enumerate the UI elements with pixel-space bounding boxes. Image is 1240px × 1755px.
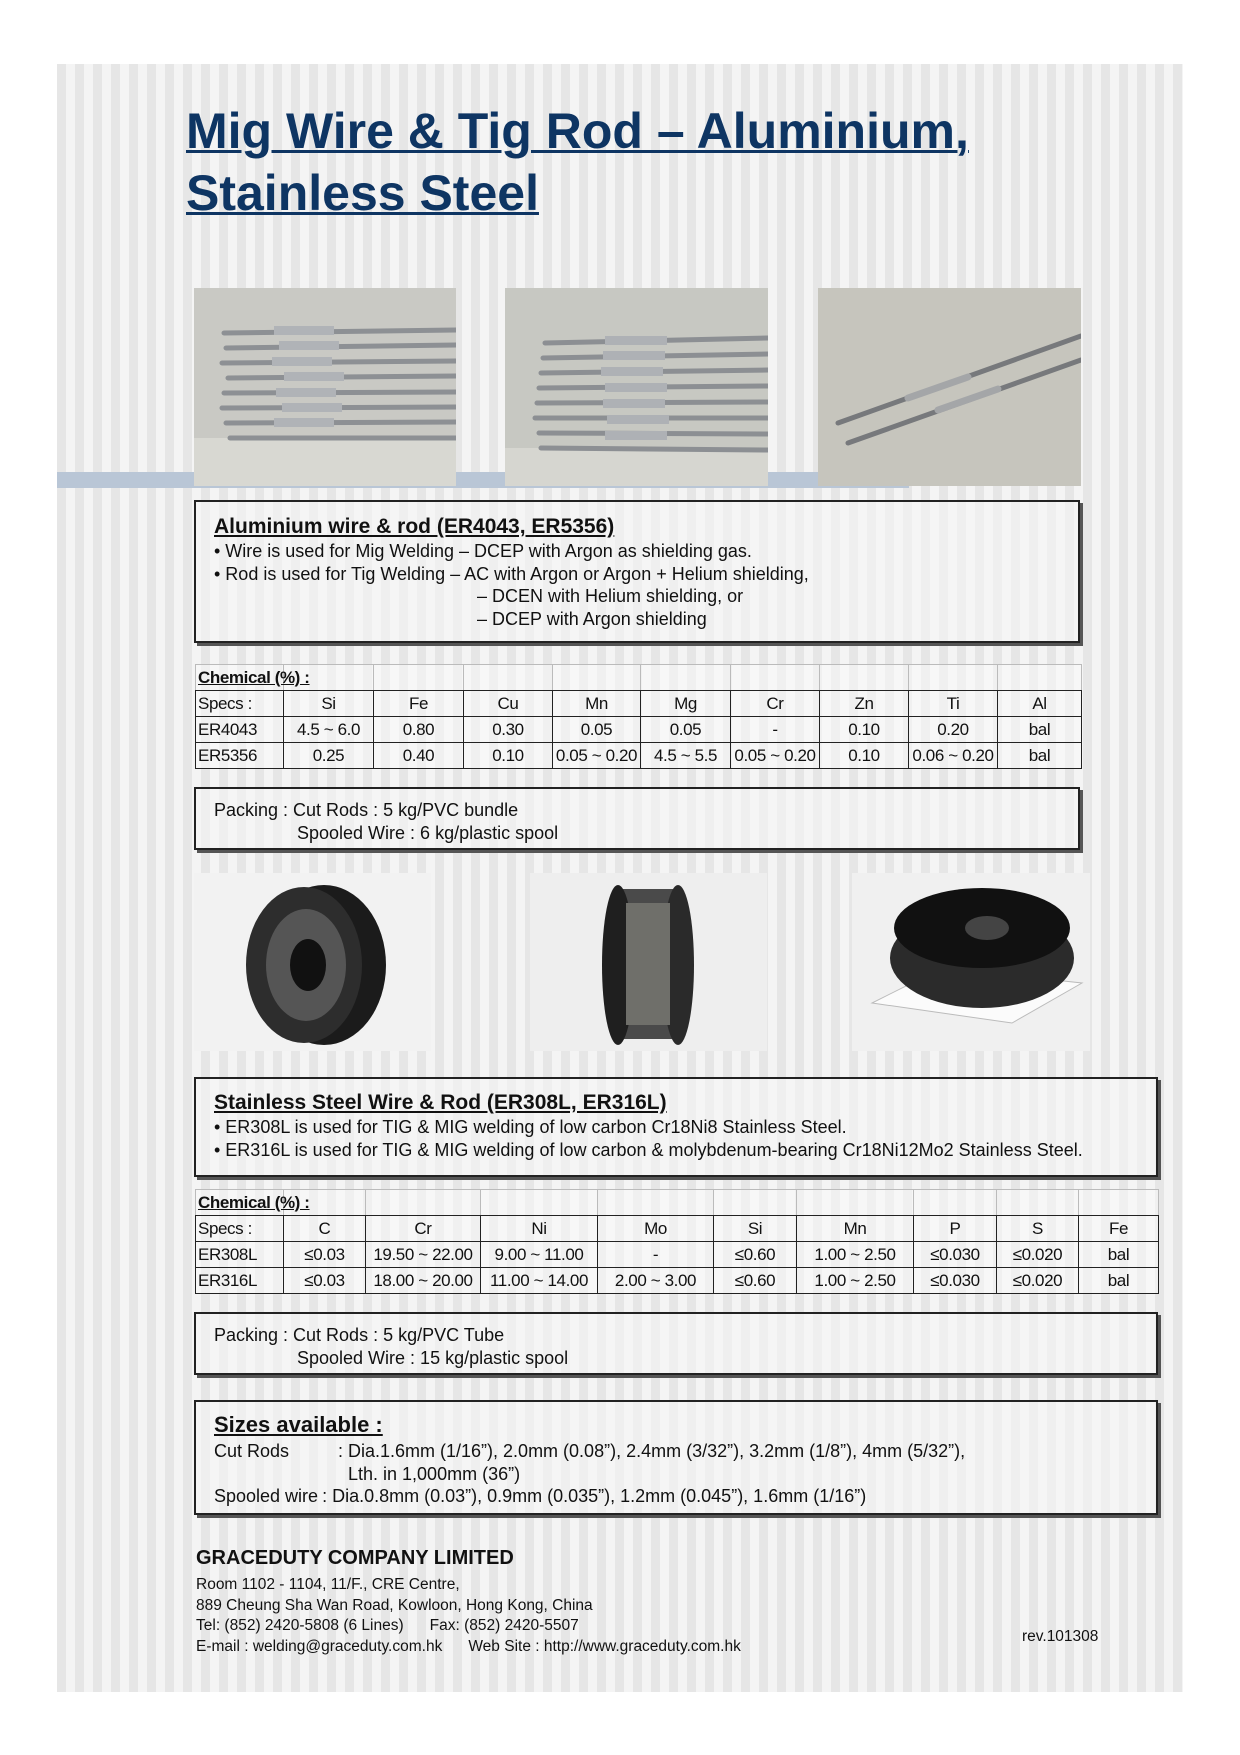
table-header-cell: Al <box>998 691 1082 717</box>
cut-rods-row <box>214 1440 1156 1463</box>
table-header-row <box>196 691 1082 717</box>
table-caption-row <box>196 665 1082 691</box>
table-row <box>196 717 1082 743</box>
table-cell: 2.00 ~ 3.00 <box>598 1268 714 1294</box>
table-cell: 4.5 ~ 6.0 <box>284 717 374 743</box>
spooled-wire-label: Spooled wire <box>214 1486 319 1506</box>
wire-spool-photo <box>530 873 767 1051</box>
table-cell: 0.05 <box>553 717 641 743</box>
table-cell: ≤0.03 <box>284 1268 366 1294</box>
aluminium-packing-box <box>194 787 1080 850</box>
table-row <box>196 1268 1159 1294</box>
table-cell: ≤0.020 <box>997 1268 1079 1294</box>
table-header-cell: Mg <box>641 691 731 717</box>
page-title: Mig Wire & Tig Rod – Aluminium, Stainless Steel <box>186 103 969 221</box>
table-cell: ≤0.60 <box>714 1242 797 1268</box>
table-cell: 0.10 <box>820 743 909 769</box>
company-fax: Fax: (852) 2420-5507 <box>429 1617 579 1634</box>
table-cell: ≤0.60 <box>714 1268 797 1294</box>
table-cell: bal <box>998 743 1082 769</box>
table-cell: ≤0.030 <box>914 1242 997 1268</box>
table-cell: 1.00 ~ 2.50 <box>797 1268 914 1294</box>
table-header-cell: Ni <box>481 1216 598 1242</box>
aluminium-line: – DCEN with Helium shielding, or <box>477 586 744 606</box>
table-header-cell: C <box>284 1216 366 1242</box>
packing-line: Spooled Wire : 6 kg/plastic spool <box>297 822 559 843</box>
table-cell: ER316L <box>196 1268 284 1294</box>
table-header-cell: Cu <box>464 691 553 717</box>
company-tel: Tel: (852) 2420-5808 (6 Lines) <box>196 1617 404 1634</box>
table-header-cell: Specs : <box>196 1216 284 1242</box>
table-cell: 0.10 <box>464 743 553 769</box>
company-email[interactable]: E-mail : welding@graceduty.com.hk <box>196 1637 443 1655</box>
packing-line: Packing : Cut Rods : 5 kg/PVC Tube <box>214 1325 505 1345</box>
stainless-rods-photo <box>818 288 1081 486</box>
table-cell: 0.05 <box>641 717 731 743</box>
table-row <box>196 743 1082 769</box>
table-header-cell: Fe <box>374 691 464 717</box>
table-header-cell: Mo <box>598 1216 714 1242</box>
table-cell: 0.40 <box>374 743 464 769</box>
table-header-cell: Fe <box>1079 1216 1159 1242</box>
table-header-cell: Mn <box>553 691 641 717</box>
stainless-heading: Stainless Steel Wire & Rod (ER308L, ER316L) <box>214 1091 667 1114</box>
table-cell: 0.06 ~ 0.20 <box>909 743 998 769</box>
table-cell: 0.05 ~ 0.20 <box>553 743 641 769</box>
aluminium-line: • Wire is used for Mig Welding – DCEP with Argon as shielding gas. <box>214 541 752 561</box>
table-cell: ≤0.020 <box>997 1242 1079 1268</box>
table-header-cell: Ti <box>909 691 998 717</box>
table-cell: 4.5 ~ 5.5 <box>641 743 731 769</box>
sizes-heading: Sizes available : <box>214 1412 383 1437</box>
cut-rods-value: : Dia.1.6mm (1/16”), 2.0mm (0.08”), 2.4mm (3/32”), 3.2mm (1/8”), 4mm (5/32”), <box>338 1441 966 1461</box>
table-cell: ER5356 <box>196 743 284 769</box>
table-cell: 19.50 ~ 22.00 <box>366 1242 481 1268</box>
table-caption: Chemical (%) : <box>196 665 284 691</box>
table-cell: 0.80 <box>374 717 464 743</box>
table-cell: - <box>731 717 820 743</box>
table-cell: 0.05 ~ 0.20 <box>731 743 820 769</box>
aluminium-description-box <box>194 500 1080 643</box>
spooled-wire-row <box>214 1485 1156 1508</box>
aluminium-line: • Rod is used for Tig Welding – AC with Argon or Argon + Helium shielding, <box>214 563 809 584</box>
table-header-cell: P <box>914 1216 997 1242</box>
table-caption: Chemical (%) : <box>196 1190 284 1216</box>
table-cell: ER4043 <box>196 717 284 743</box>
table-header-cell: Cr <box>731 691 820 717</box>
cut-rods-length-row <box>214 1463 1156 1486</box>
table-cell: 9.00 ~ 11.00 <box>481 1242 598 1268</box>
stainless-packing-box <box>194 1312 1158 1375</box>
aluminium-line: – DCEP with Argon shielding <box>477 608 707 629</box>
table-cell: 0.30 <box>464 717 553 743</box>
table-cell: ≤0.03 <box>284 1242 366 1268</box>
table-cell: bal <box>998 717 1082 743</box>
company-address: 889 Cheung Sha Wan Road, Kowloon, Hong Kong, China <box>196 1596 593 1614</box>
table-cell: 1.00 ~ 2.50 <box>797 1242 914 1268</box>
revision-label: rev.101308 <box>1022 1628 1099 1645</box>
table-header-row <box>196 1216 1159 1242</box>
company-address: Room 1102 - 1104, 11/F., CRE Centre, <box>196 1576 460 1593</box>
wire-spool-photo <box>194 873 431 1051</box>
table-cell: 11.00 ~ 14.00 <box>481 1268 598 1294</box>
table-header-cell: Si <box>714 1216 797 1242</box>
table-cell: bal <box>1079 1268 1159 1294</box>
stainless-chemical-table <box>195 1189 1159 1294</box>
sizes-box <box>194 1400 1158 1515</box>
boxed-spool-photo <box>852 873 1090 1051</box>
packing-line: Packing : Cut Rods : 5 kg/PVC bundle <box>214 800 519 820</box>
decorative-band <box>57 472 909 488</box>
cut-rods-label: Cut Rods <box>214 1441 290 1461</box>
stainless-description-box <box>194 1077 1158 1177</box>
company-name: GRACEDUTY COMPANY LIMITED <box>196 1547 514 1569</box>
table-cell: ER308L <box>196 1242 284 1268</box>
table-header-cell: Zn <box>820 691 909 717</box>
table-header-cell: Cr <box>366 1216 481 1242</box>
table-header-cell: Si <box>284 691 374 717</box>
table-row <box>196 1242 1159 1268</box>
company-footer <box>196 1545 996 1657</box>
table-header-cell: Specs : <box>196 691 284 717</box>
contact-phone-row <box>196 1616 996 1637</box>
stainless-line: • ER316L is used for TIG & MIG welding of low carbon & molybdenum-bearing Cr18Ni12Mo2 Stainless Steel. <box>214 1139 1083 1160</box>
table-cell: 0.25 <box>284 743 374 769</box>
cut-rods-length: Lth. in 1,000mm (36”) <box>348 1463 521 1484</box>
table-header-cell: S <box>997 1216 1079 1242</box>
aluminium-heading: Aluminium wire & rod (ER4043, ER5356) <box>214 515 615 538</box>
table-cell: 0.20 <box>909 717 998 743</box>
company-website[interactable]: Web Site : http://www.graceduty.com.hk <box>468 1637 741 1655</box>
table-cell: - <box>598 1242 714 1268</box>
table-cell: 18.00 ~ 20.00 <box>366 1268 481 1294</box>
table-header-cell: Mn <box>797 1216 914 1242</box>
stainless-line: • ER308L is used for TIG & MIG welding of low carbon Cr18Ni8 Stainless Steel. <box>214 1117 847 1137</box>
table-caption-row <box>196 1190 1159 1216</box>
packing-line: Spooled Wire : 15 kg/plastic spool <box>297 1347 569 1368</box>
table-cell: ≤0.030 <box>914 1268 997 1294</box>
aluminium-chemical-table <box>195 664 1082 769</box>
table-cell: 0.10 <box>820 717 909 743</box>
aluminium-rods-photo <box>194 288 456 486</box>
table-cell: bal <box>1079 1242 1159 1268</box>
aluminium-rods-photo <box>505 288 768 486</box>
contact-web-row <box>196 1637 996 1658</box>
spooled-wire-value: : Dia.0.8mm (0.03”), 0.9mm (0.035”), 1.2mm (0.045”), 1.6mm (1/16”) <box>322 1486 867 1506</box>
